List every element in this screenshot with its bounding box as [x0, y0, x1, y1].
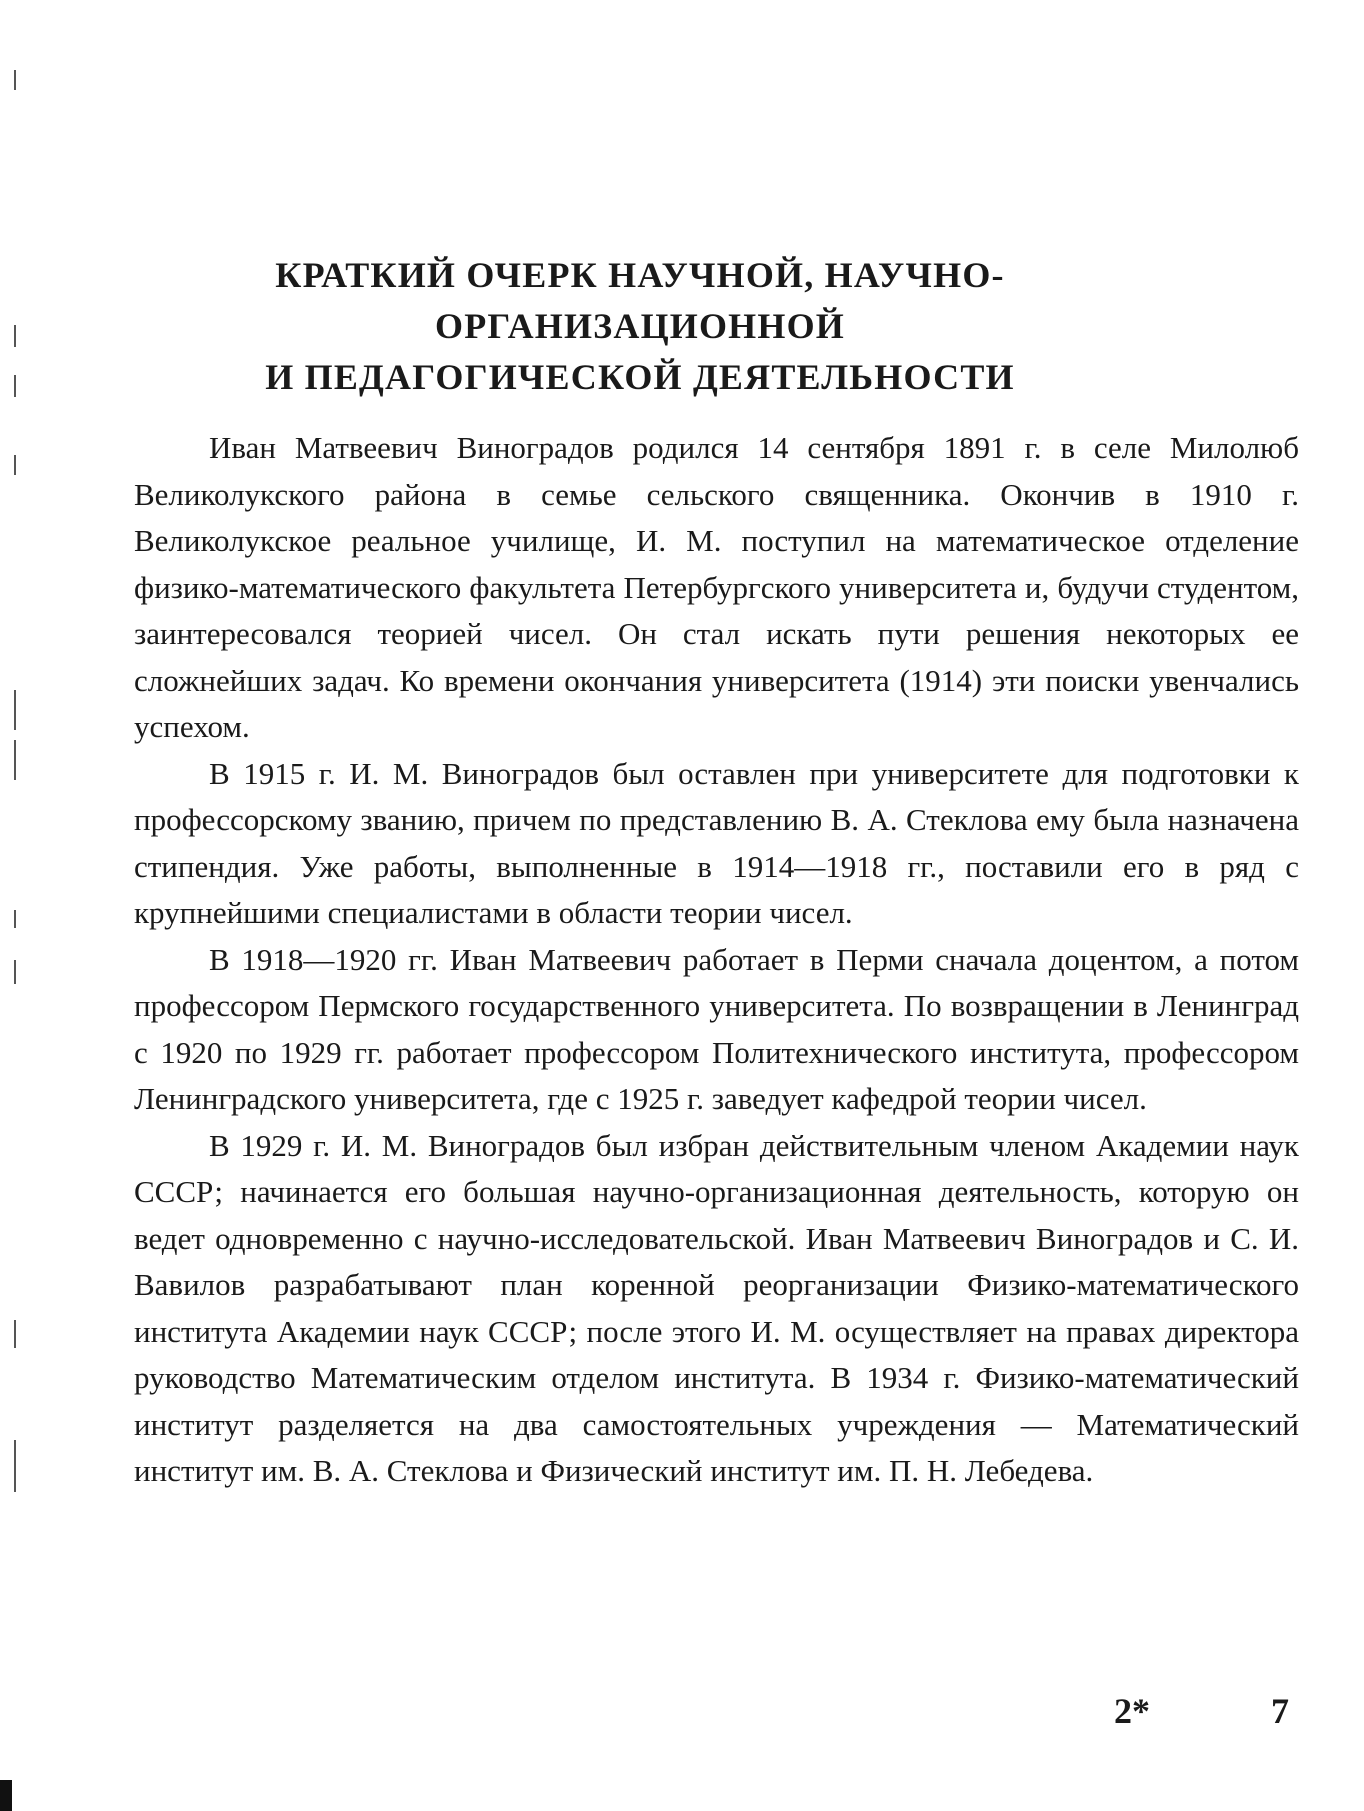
paragraph-perm-leningrad: В 1918—1920 гг. Иван Матвеевич работает в Перми сначала доцентом, а потом профессором Пермского государственного университета. По возвращении в Ленинград с 1920 по 1929 гг. работает профессором Политехнического института, профессором Ленинградского университета, где с 1925 г. заведует кафедрой теории чисел. [134, 941, 1299, 1116]
scan-margin-mark [14, 325, 16, 347]
scan-margin-mark [14, 1440, 16, 1492]
heading-line-2: И ПЕДАГОГИЧЕСКОЙ ДЕЯТЕЛЬНОСТИ [265, 357, 1015, 397]
scan-margin-mark [14, 910, 16, 928]
paragraph-academy-1929: В 1929 г. И. М. Виноградов был избран действительным членом Академии наук СССР; начинается его большая научно-организационная деятельность, которую он ведет одновременно с научно-исследовательской. Иван Матвеевич Виноградов и С. И. Вавилов разрабатывают план коренной реорганизации Физико-математического института Академии наук СССР; после этого И. М. осуществляет на правах директора руководство Математическим отделом института. В 1934 г. Физико-математический институт разделяется на два самостоятельных учреждения — Математический институт им. В. А. Стеклова и Физический институт им. П. Н. Лебедева. [134, 1127, 1299, 1488]
scan-margin-mark [14, 1320, 16, 1348]
page-number: 7 [1271, 1691, 1289, 1731]
scan-edge-mark [0, 1780, 12, 1811]
signature-mark: 2* [1114, 1691, 1150, 1731]
scan-margin-mark [14, 690, 16, 730]
scan-margin-mark [14, 740, 16, 780]
body-text [134, 425, 1299, 1495]
paragraph-biography-birth: Иван Матвеевич Виноградов родился 14 сентября 1891 г. в селе Милолюб Великолукского района в семье сельского священника. Окончив в 1910 г. Великолукское реальное училище, И. М. поступил на математическое отделение физико-математического факультета Петербургского университета и, будучи студентом, заинтересовался теорией чисел. Он стал искать пути решения некоторых ее сложнейших задач. Ко времени окончания университета (1914) эти поиски увенчались успехом. [134, 430, 1299, 744]
scan-margin-mark [14, 960, 16, 984]
scan-margin-mark [14, 455, 16, 475]
paragraph-university-1915: В 1915 г. И. М. Виноградов был оставлен при университете для подготовки к профессорскому званию, причем по представлению В. А. Стеклова ему была назначена стипендия. Уже работы, выполненные в 1914—1918 гг., поставили его в ряд с крупнейшими специалистами в области теории чисел. [134, 755, 1299, 930]
scan-margin-mark [14, 70, 16, 90]
heading-line-1: КРАТКИЙ ОЧЕРК НАУЧНОЙ, НАУЧНО-ОРГАНИЗАЦИОННОЙ [275, 255, 1005, 346]
scan-margin-mark [14, 375, 16, 397]
chapter-heading [120, 250, 1160, 403]
